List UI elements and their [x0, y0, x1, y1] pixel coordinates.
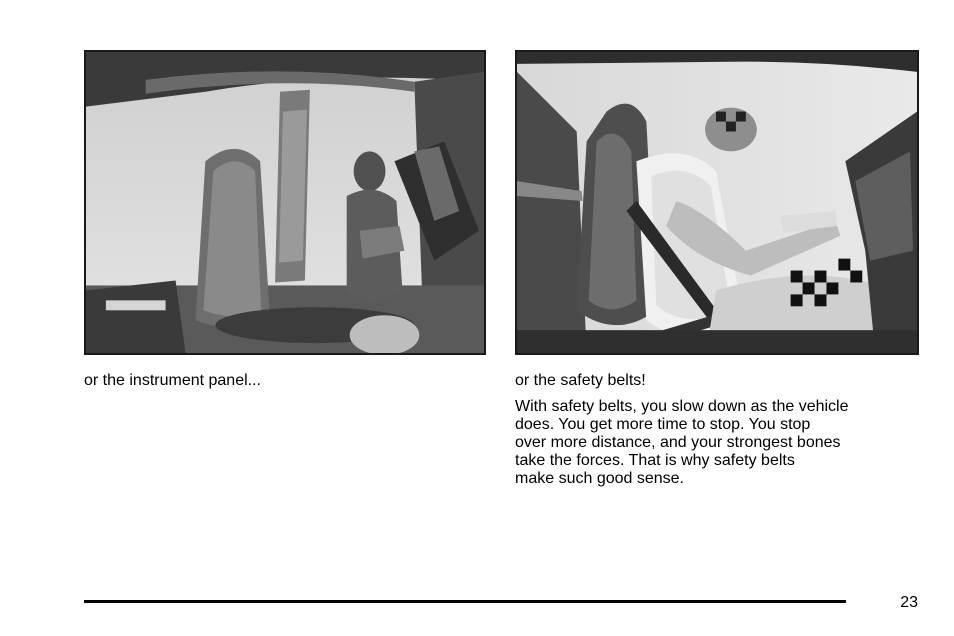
page-number: 23	[900, 594, 918, 611]
crash-test-photo-instrument-panel	[84, 50, 486, 355]
footer-divider	[84, 600, 846, 603]
crash-test-illustration-left	[86, 52, 484, 353]
paragraph-line: make such good sense.	[515, 470, 684, 487]
paragraph-line: take the forces. That is why safety belts	[515, 452, 795, 469]
paragraph-line: With safety belts, you slow down as the vehicle	[515, 398, 849, 415]
safety-belts-paragraph	[515, 398, 915, 488]
paragraph-line: over more distance, and your strongest bones	[515, 434, 841, 451]
paragraph-line: does. You get more time to stop. You stop	[515, 416, 811, 433]
crash-test-illustration-right	[517, 52, 917, 353]
caption-instrument-panel: or the instrument panel...	[84, 372, 261, 389]
caption-safety-belts: or the safety belts!	[515, 372, 646, 389]
crash-test-photo-safety-belts	[515, 50, 919, 355]
